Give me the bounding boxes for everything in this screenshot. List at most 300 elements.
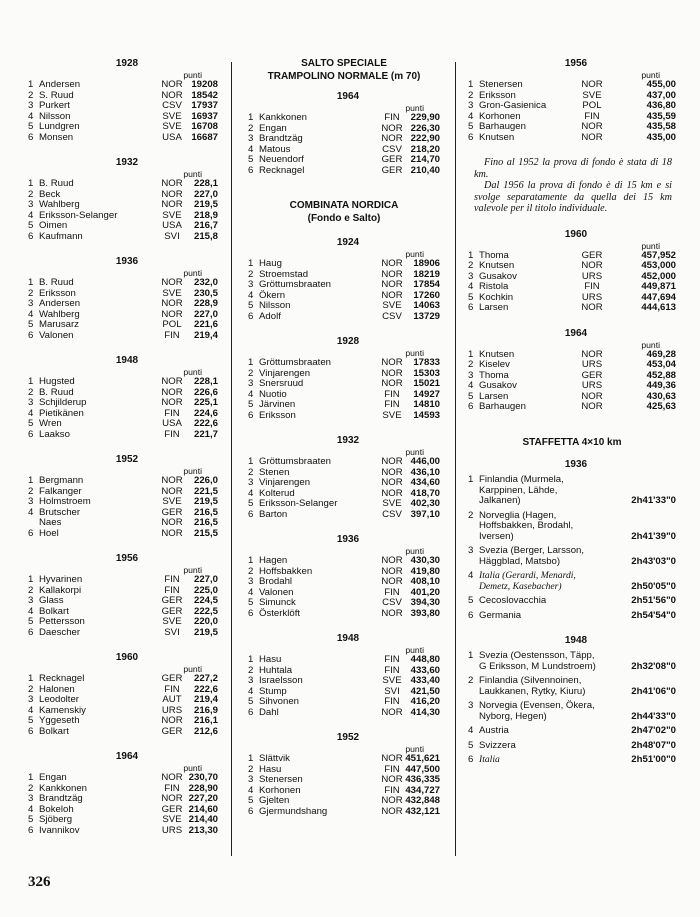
points-value: 222,6 xyxy=(193,683,218,695)
athlete-name: B. Ruud xyxy=(39,178,74,189)
nation-code: NOR xyxy=(161,79,183,90)
points-value: 451,621 xyxy=(405,753,440,764)
rank: 6 xyxy=(28,527,34,539)
time-value: 2h41'06"0 xyxy=(631,685,676,697)
athlete-name: Korhonen xyxy=(479,110,521,122)
points-value: 434,60 xyxy=(410,477,440,488)
points-value: 210,40 xyxy=(410,164,440,176)
points-header: punti xyxy=(641,70,660,80)
rank: 2 xyxy=(248,268,254,280)
points-value: 230,5 xyxy=(193,287,218,299)
points-value: 227,0 xyxy=(193,574,218,585)
points-header: punti xyxy=(183,763,202,773)
points-header: punti xyxy=(405,744,424,754)
nation-code: NOR xyxy=(581,401,603,412)
athlete-name: Kamenskiy xyxy=(39,704,86,716)
nation-code: CSV xyxy=(382,508,402,520)
athlete-name: Valonen xyxy=(39,329,74,341)
nation-code: URS xyxy=(581,359,603,370)
result-row xyxy=(28,518,218,529)
athlete-name: Nilsson xyxy=(39,110,71,122)
athlete-name: Hagen xyxy=(259,555,288,566)
result-row xyxy=(28,826,218,837)
result-row xyxy=(28,617,218,628)
points-header: punti xyxy=(405,348,424,358)
nation-code: NOR xyxy=(161,793,183,804)
rank: 2 xyxy=(248,466,254,478)
athlete-name: Gusakov xyxy=(479,380,517,391)
points-value: 214,70 xyxy=(410,154,440,165)
nation-code: NOR xyxy=(381,565,403,577)
rank: 4 xyxy=(248,289,254,301)
athlete-name: Neuendorf xyxy=(259,154,304,165)
nation-code: NOR xyxy=(381,268,403,280)
result-row xyxy=(28,377,218,388)
rank: 1 xyxy=(28,79,34,90)
rank: 5 xyxy=(28,814,34,825)
nation-code: NOR xyxy=(381,576,403,587)
athlete-name: Gusakov xyxy=(479,270,517,282)
rank: 5 xyxy=(468,121,474,132)
points-value: 436,80 xyxy=(646,100,676,111)
section-title-combinata: COMBINATA NORDICA (Fondo e Salto) xyxy=(289,200,399,224)
results-block xyxy=(468,58,676,143)
points-value: 14063 xyxy=(413,300,440,311)
rank: 1 xyxy=(468,348,474,360)
nation-code: GER xyxy=(581,369,603,381)
athlete-name: Wren xyxy=(39,418,62,429)
points-header: punti xyxy=(183,664,202,674)
nation-code: SVE xyxy=(382,498,402,509)
year-heading: 1964 xyxy=(115,751,139,762)
points-value: 230,70 xyxy=(188,772,218,783)
rank: 2 xyxy=(28,287,34,299)
results-block xyxy=(468,229,676,314)
athlete-name: Marusarz xyxy=(39,319,79,330)
results-block xyxy=(28,58,218,143)
relay-row xyxy=(468,701,676,722)
team-name: Norveglia (Hagen, Hoffsbakken, Brodahl, Iversen) xyxy=(479,509,574,542)
rank: 4 xyxy=(28,308,34,320)
rank: 3 xyxy=(468,369,474,381)
rank: 5 xyxy=(468,291,474,303)
rank: 4 xyxy=(248,487,254,499)
points-value: 215,8 xyxy=(193,230,218,242)
rank: 4 xyxy=(28,110,34,122)
athlete-name: Oimen xyxy=(39,220,68,231)
nation-code: NOR xyxy=(381,133,403,144)
result-row xyxy=(248,676,440,687)
result-row xyxy=(28,529,218,540)
result-row xyxy=(248,113,440,124)
points-value: 225,0 xyxy=(193,584,218,596)
points-header: punti xyxy=(405,546,424,556)
athlete-name: Eriksson-Selanger xyxy=(259,498,338,509)
points-value: 224,6 xyxy=(193,407,218,419)
rank: 4 xyxy=(28,407,34,419)
year-heading: 1952 xyxy=(115,454,139,465)
rank: 1 xyxy=(28,178,34,189)
result-row xyxy=(248,478,440,489)
rank: 3 xyxy=(248,279,254,290)
rank: 6 xyxy=(28,230,34,242)
rank: 6 xyxy=(468,302,474,313)
athlete-name: Stroemstad xyxy=(259,268,309,280)
rank: 5 xyxy=(28,418,34,429)
rank: 4 xyxy=(28,209,34,221)
year-heading: 1928 xyxy=(115,58,139,69)
rank: 3 xyxy=(248,378,254,389)
nation-code: USA xyxy=(162,131,182,143)
result-row xyxy=(248,411,440,422)
result-row xyxy=(28,773,218,784)
athlete-name: B. Ruud xyxy=(39,277,74,288)
rank: 3 xyxy=(28,100,34,111)
points-value: 433,40 xyxy=(410,675,440,686)
result-row xyxy=(248,754,440,765)
points-value: 15021 xyxy=(413,378,440,389)
athlete-name: Simunck xyxy=(259,597,296,608)
result-row xyxy=(28,299,218,310)
nation-code: NOR xyxy=(161,772,183,783)
athlete-name: Ristola xyxy=(479,281,509,292)
points-value: 15303 xyxy=(413,367,440,379)
nation-code: NOR xyxy=(381,753,403,764)
team-name: Norvegia (Evensen, Ökera, Nyborg, Hegen) xyxy=(479,700,595,722)
athlete-name: Bolkart xyxy=(39,725,69,737)
relay-row xyxy=(468,741,676,752)
points-value: 13729 xyxy=(413,310,440,322)
athlete-name: Lundgren xyxy=(39,121,80,132)
points-value: 447,500 xyxy=(405,763,440,775)
points-value: 219,4 xyxy=(193,694,218,705)
points-value: 432,848 xyxy=(405,795,440,806)
points-value: 447,694 xyxy=(641,291,676,303)
athlete-name: Falkanger xyxy=(39,485,82,497)
time-value: 2h41'39"0 xyxy=(631,530,676,542)
nation-code: FIN xyxy=(584,281,600,292)
points-header: punti xyxy=(641,240,660,251)
nation-code: FIN xyxy=(384,586,400,598)
year-heading: 1936 xyxy=(336,534,360,545)
rank: 2 xyxy=(28,386,34,398)
athlete-name: S. Ruud xyxy=(39,89,74,101)
athlete-name: Knutsen xyxy=(479,348,515,360)
results-block xyxy=(248,237,440,322)
nation-code: FIN xyxy=(384,388,400,400)
points-value: 215,5 xyxy=(193,527,218,539)
rank: 4 xyxy=(248,143,254,155)
rank: 6 xyxy=(468,754,474,765)
result-row xyxy=(248,708,440,719)
result-row xyxy=(248,510,440,521)
result-row xyxy=(28,179,218,190)
time-value: 2h32'08"0 xyxy=(631,660,676,672)
team-name: Cecoslovacchia xyxy=(479,595,547,606)
athlete-name: Hyvarinen xyxy=(39,574,83,585)
rank: 5 xyxy=(468,595,474,606)
result-row xyxy=(28,628,218,639)
athlete-name: Larsen xyxy=(479,390,509,402)
rank: 1 xyxy=(28,475,34,486)
nation-code: URS xyxy=(581,380,603,391)
results-block xyxy=(28,553,218,638)
result-row xyxy=(28,232,218,243)
rank: 1 xyxy=(248,258,254,269)
nation-code: FIN xyxy=(164,407,180,419)
nation-code: NOR xyxy=(381,487,403,499)
points-value: 216,7 xyxy=(193,220,218,231)
nation-code: NOR xyxy=(381,466,403,478)
rank: 1 xyxy=(468,249,474,261)
rank: 5 xyxy=(248,498,254,509)
result-row xyxy=(248,166,440,177)
athlete-name: Huhtala xyxy=(259,664,293,676)
nation-code: SVE xyxy=(162,616,182,627)
rank: 2 xyxy=(468,359,474,370)
points-value: 430,30 xyxy=(410,555,440,566)
result-row xyxy=(468,80,676,91)
result-row xyxy=(248,280,440,291)
rank: 1 xyxy=(248,555,254,566)
results-block xyxy=(28,454,218,539)
relay-row xyxy=(468,611,676,622)
result-row xyxy=(468,122,676,133)
result-row xyxy=(28,430,218,441)
athlete-name: Gjelten xyxy=(259,795,290,806)
points-value: 418,70 xyxy=(410,487,440,499)
year-heading: 1952 xyxy=(336,732,360,743)
result-row xyxy=(248,400,440,411)
result-row xyxy=(28,200,218,211)
relay-row xyxy=(468,651,676,672)
rank: 1 xyxy=(468,79,474,90)
rank: 5 xyxy=(248,597,254,608)
points-value: 226,6 xyxy=(193,386,218,398)
athlete-name: Andersen xyxy=(39,298,81,309)
rank: 2 xyxy=(28,188,34,200)
rank: 1 xyxy=(468,650,474,661)
result-row xyxy=(248,301,440,312)
nation-code: NOR xyxy=(161,397,183,408)
section-title-salto: SALTO SPECIALE TRAMPOLINO NORMALE (m 70) xyxy=(267,58,421,82)
time-value: 2h44'33"0 xyxy=(631,710,676,722)
athlete-name: Brandtzäg xyxy=(259,133,303,144)
rank: 3 xyxy=(28,595,34,606)
athlete-name: Purkert xyxy=(39,100,70,111)
rank: 2 xyxy=(28,584,34,596)
result-row xyxy=(248,556,440,567)
points-value: 212,6 xyxy=(193,725,218,737)
points-value: 227,2 xyxy=(193,673,218,684)
rank: 2 xyxy=(28,782,34,794)
points-value: 227,0 xyxy=(193,308,218,320)
points-value: 219,5 xyxy=(193,496,218,507)
results-block xyxy=(28,652,218,737)
nation-code: NOR xyxy=(581,79,603,90)
athlete-name: Knutsen xyxy=(479,260,515,271)
points-value: 219,5 xyxy=(193,199,218,210)
points-value: 219,4 xyxy=(193,329,218,341)
rank: 4 xyxy=(28,803,34,815)
team-name: Finlandia (Murmela, Karppinen, Lähde, Jalkanen) xyxy=(479,474,564,506)
results-block xyxy=(468,328,676,413)
points-value: 437,00 xyxy=(646,89,676,101)
rank: 6 xyxy=(248,805,254,817)
team-name: Austria xyxy=(479,725,509,736)
points-value: 220,0 xyxy=(193,616,218,627)
nation-code: NOR xyxy=(161,527,183,539)
athlete-name: Dahl xyxy=(259,706,279,718)
nation-code: NOR xyxy=(581,260,603,271)
nation-code: URS xyxy=(161,824,183,836)
rank: 4 xyxy=(28,704,34,716)
points-value: 16708 xyxy=(191,121,218,132)
rank: 6 xyxy=(28,131,34,143)
nation-code: NOR xyxy=(161,376,183,387)
points-value: 228,90 xyxy=(188,782,218,794)
nation-code: POL xyxy=(162,319,182,330)
points-value: 14810 xyxy=(413,399,440,410)
nation-code: SVE xyxy=(382,675,402,686)
team-name: Italia (Gerardi, Menardi, Demetz, Kasebacher) xyxy=(479,570,576,592)
points-value: 216,9 xyxy=(193,704,218,716)
nation-code: FIN xyxy=(384,654,400,665)
nation-code: NOR xyxy=(161,475,183,486)
athlete-name: Leodolter xyxy=(39,694,80,705)
rank: 4 xyxy=(248,388,254,400)
column-right xyxy=(468,58,676,770)
result-row xyxy=(28,674,218,685)
rank: 6 xyxy=(468,609,474,621)
result-row xyxy=(28,695,218,706)
rank: 5 xyxy=(248,696,254,707)
athlete-name: Israelsson xyxy=(259,675,303,686)
points-value: 216,1 xyxy=(193,715,218,726)
nation-code: NOR xyxy=(161,308,183,320)
athlete-name: Hugsted xyxy=(39,376,75,387)
result-row xyxy=(28,815,218,826)
rank: 1 xyxy=(28,376,34,387)
rank: 1 xyxy=(248,456,254,467)
athlete-name: Daescher xyxy=(39,626,81,638)
athlete-name: Bolkart xyxy=(39,605,69,617)
athlete-name: Sihvonen xyxy=(259,696,300,707)
note-text: Fino al 1952 la prova di fondo è stata di 18 km. Dal 1956 la prova di fondo è di 15 km e si svolge separatamente da quella dei 15 km valevole per il titolo individuale. xyxy=(474,157,672,214)
year-heading: 1960 xyxy=(564,228,588,240)
points-header: punti xyxy=(183,268,202,278)
athlete-name: Kankkonen xyxy=(259,112,308,123)
points-value: 18542 xyxy=(191,89,218,101)
rank: 3 xyxy=(468,700,474,711)
nation-code: FIN xyxy=(384,399,400,410)
athlete-name: Gröttumsbraaten xyxy=(259,279,331,290)
athlete-name: Schjilderup xyxy=(39,397,87,408)
athlete-name: Barton xyxy=(259,508,288,520)
nation-code: SVI xyxy=(164,230,180,242)
nation-code: SVE xyxy=(382,409,402,421)
time-value: 2h50'05"0 xyxy=(631,580,676,592)
nation-code: FIN xyxy=(164,329,180,341)
nation-code: GER xyxy=(381,164,403,176)
points-value: 229,90 xyxy=(410,112,440,123)
athlete-name: Slättvik xyxy=(259,753,290,764)
points-value: 433,60 xyxy=(410,664,440,676)
nation-code: SVI xyxy=(384,685,400,697)
result-row xyxy=(28,596,218,607)
nation-code: NOR xyxy=(581,121,603,132)
result-row xyxy=(248,697,440,708)
points-value: 18906 xyxy=(413,258,440,269)
nation-code: NOR xyxy=(161,517,183,528)
points-value: 17937 xyxy=(191,100,218,111)
result-row xyxy=(468,303,676,314)
team-name: Finlandia (Silvennoinen, Laukkanen, Rytky, Kiuru) xyxy=(479,675,586,697)
rank: 1 xyxy=(28,574,34,585)
athlete-name: Gjermundshang xyxy=(259,805,328,817)
athlete-name: Sjöberg xyxy=(39,814,73,825)
nation-code: NOR xyxy=(381,357,403,368)
time-value: 2h54'54"0 xyxy=(631,609,676,621)
athlete-name: Kiselev xyxy=(479,359,510,370)
points-value: 446,00 xyxy=(410,456,440,467)
result-row xyxy=(28,398,218,409)
athlete-name: Pettersson xyxy=(39,616,85,627)
rank: 3 xyxy=(28,199,34,210)
nation-code: FIN xyxy=(164,683,180,695)
nation-code: AUT xyxy=(162,694,182,705)
year-heading: 1928 xyxy=(336,336,360,347)
athlete-name: Valonen xyxy=(259,586,294,598)
nation-code: NOR xyxy=(381,289,403,301)
athlete-name: Brandtzäg xyxy=(39,793,83,804)
rank: 5 xyxy=(468,739,474,751)
rank: 2 xyxy=(248,763,254,775)
points-value: 397,10 xyxy=(410,508,440,520)
nation-code: NOR xyxy=(381,122,403,134)
column-divider-left xyxy=(231,62,232,856)
rank: 2 xyxy=(248,664,254,676)
results-block xyxy=(248,732,440,817)
result-row xyxy=(248,598,440,609)
nation-code: CSV xyxy=(382,310,402,322)
nation-code: NOR xyxy=(581,348,603,360)
relay-row xyxy=(468,726,676,737)
athlete-name: Recknagel xyxy=(39,673,85,684)
result-row xyxy=(468,101,676,112)
rank: 1 xyxy=(28,277,34,288)
athlete-name: Wahlberg xyxy=(39,308,80,320)
nation-code: GER xyxy=(161,595,183,606)
nation-code: GER xyxy=(161,725,183,737)
nation-code: GER xyxy=(381,154,403,165)
points-header: punti xyxy=(183,70,202,80)
rank: 4 xyxy=(468,380,474,391)
athlete-name: Glass xyxy=(39,595,64,606)
rank: 1 xyxy=(468,474,474,485)
nation-code: SVE xyxy=(162,496,182,507)
result-row xyxy=(248,807,440,818)
points-header: punti xyxy=(405,645,424,655)
result-row xyxy=(28,101,218,112)
points-value: 452,88 xyxy=(646,369,676,381)
points-value: 457,952 xyxy=(641,249,676,261)
result-row xyxy=(468,282,676,293)
rank: 2 xyxy=(248,122,254,134)
athlete-name: Hasu xyxy=(259,654,282,665)
points-header: punti xyxy=(183,466,202,476)
athlete-name: Kallakorpi xyxy=(39,584,82,596)
